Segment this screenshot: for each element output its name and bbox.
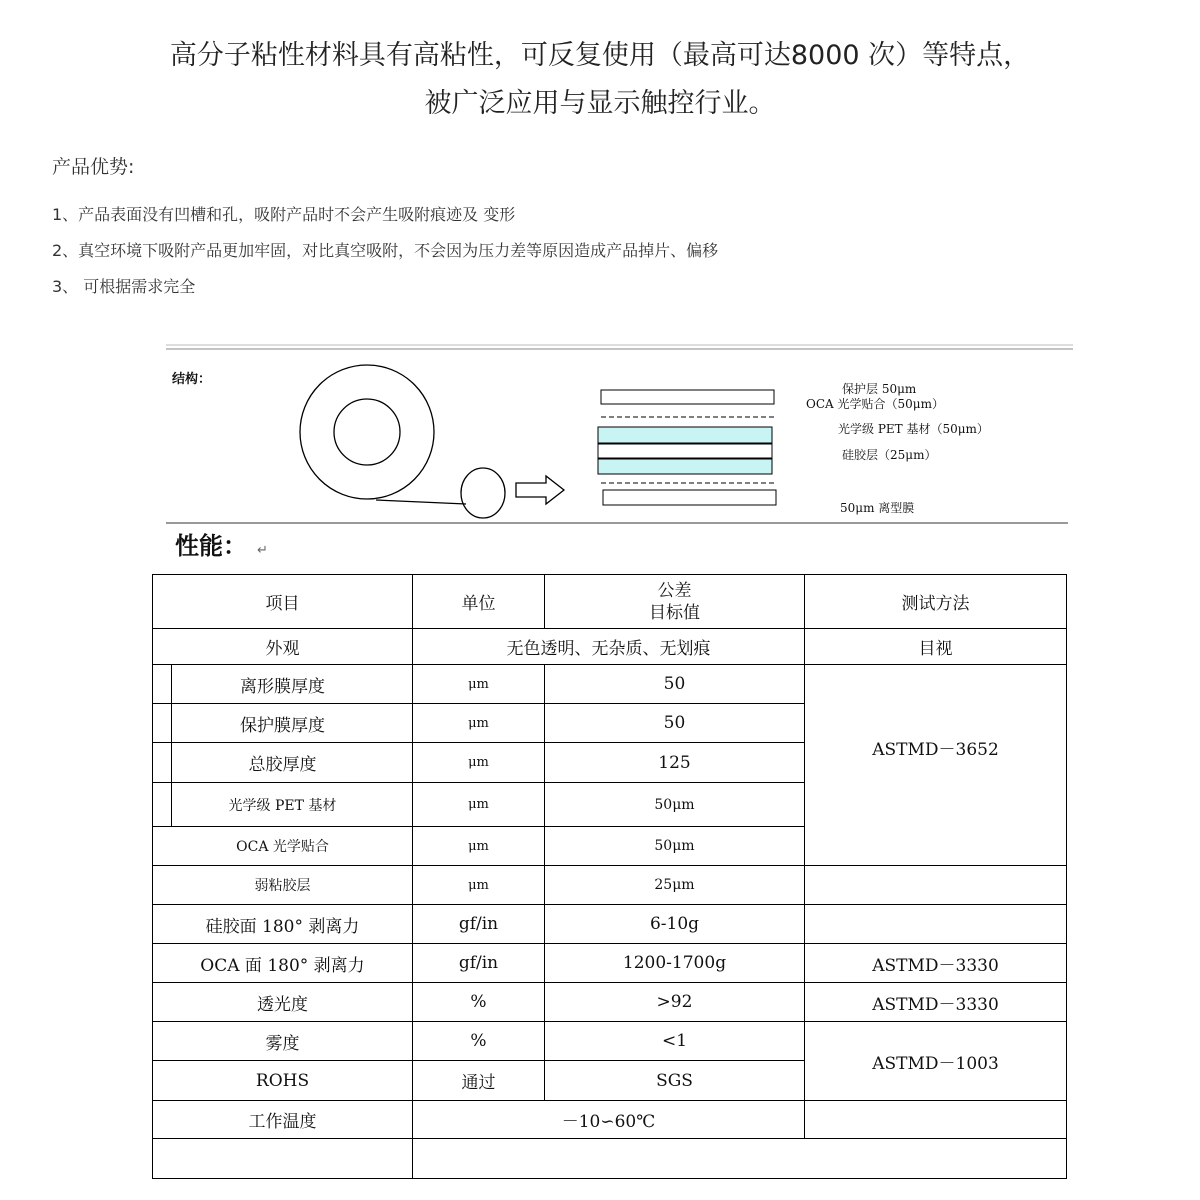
layer-label-release-film: 50μm 离型膜 — [840, 501, 915, 515]
cell-item: ROHS — [153, 1061, 413, 1101]
cell-item: 光学级 PET 基材 — [153, 783, 413, 827]
table-inner-rail — [152, 664, 172, 826]
film-roll-core-icon — [334, 399, 400, 465]
header-target — [545, 575, 805, 629]
roller-icon — [461, 468, 505, 518]
cell-unit: μm — [413, 743, 545, 783]
return-mark-icon: ↵ — [257, 543, 268, 558]
header-unit: 单位 — [413, 575, 545, 629]
cell-item: 弱粘胶层 — [153, 866, 413, 905]
table-row-temperature — [153, 1101, 1067, 1139]
advantages-title: 产品优势: — [52, 156, 135, 178]
header-target-line-2: 目标值 — [649, 602, 700, 623]
cell-unit: gf/in — [413, 905, 545, 944]
cell-unit: μm — [413, 866, 545, 905]
film-roll-outer-icon — [300, 365, 434, 499]
structure-diagram — [148, 340, 1073, 525]
cell-value: 6-10g — [545, 905, 805, 944]
layer-label-protective: 保护层 50μm — [842, 382, 917, 396]
cell-item: OCA 面 180° 剥离力 — [153, 944, 413, 983]
cell-unit: μm — [413, 827, 545, 866]
cell-unit: % — [413, 1022, 545, 1061]
cell-empty — [153, 1139, 413, 1179]
cell-empty — [413, 1139, 1067, 1179]
performance-title-text: 性能： — [175, 532, 247, 560]
cell-method-empty — [805, 1101, 1067, 1139]
cell-item: 工作温度 — [153, 1101, 413, 1139]
cell-value: 125 — [545, 743, 805, 783]
cell-item: 硅胶面 180° 剥离力 — [153, 905, 413, 944]
cell-value: 1200-1700g — [545, 944, 805, 983]
cell-value: －10∽60℃ — [413, 1101, 805, 1139]
cell-item: 总胶厚度 — [153, 743, 413, 783]
table-header-row — [153, 575, 1067, 629]
cell-value: >92 — [545, 983, 805, 1022]
headline-line-1: 高分子粘性材料具有高粘性，可反复使用（最高可达8000 次）等特点， — [169, 40, 1031, 71]
cell-unit: μm — [413, 665, 545, 704]
arrow-right-icon — [516, 476, 564, 504]
cell-unit: % — [413, 983, 545, 1022]
cell-value: 无色透明、无杂质、无划痕 — [413, 629, 805, 665]
cell-method-thickness: ASTMD－3652 — [805, 665, 1067, 866]
cell-value: 50 — [545, 704, 805, 743]
cell-item: 透光度 — [153, 983, 413, 1022]
cell-item: 离形膜厚度 — [153, 665, 413, 704]
cell-value: 25μm — [545, 866, 805, 905]
table-row — [153, 866, 1067, 905]
table-row-appearance — [153, 629, 1067, 665]
header-target-line-1: 公差 — [657, 580, 692, 601]
table-row — [153, 905, 1067, 944]
advantage-item-2: 2、真空环境下吸附产品更加牢固，对比真空吸附，不会因为压力差等原因造成产品掉片、偏移 — [52, 241, 719, 260]
layer-label-silicone: 硅胶层（25μm） — [842, 448, 937, 462]
cell-item: OCA 光学贴合 — [153, 827, 413, 866]
cell-unit: μm — [413, 704, 545, 743]
table-row-empty — [153, 1139, 1067, 1179]
advantage-item-3: 3、 可根据需求完全 — [52, 277, 196, 296]
table-row — [153, 983, 1067, 1022]
structure-label: 结构： — [172, 372, 212, 387]
cell-value: 50μm — [545, 783, 805, 827]
cell-value: 50μm — [545, 827, 805, 866]
cell-value: SGS — [545, 1061, 805, 1101]
header-item: 项目 — [153, 575, 413, 629]
cell-value: <1 — [545, 1022, 805, 1061]
cell-method: 目视 — [805, 629, 1067, 665]
cell-method-haze: ASTMD－1003 — [805, 1022, 1067, 1101]
cell-item: 外观 — [153, 629, 413, 665]
cell-unit: μm — [413, 783, 545, 827]
performance-title — [175, 526, 268, 561]
cell-method: ASTMD－3330 — [805, 944, 1067, 983]
cell-value: 50 — [545, 665, 805, 704]
advantage-item-1: 1、产品表面没有凹槽和孔，吸附产品时不会产生吸附痕迹及 变形 — [52, 205, 516, 224]
headline-line-2: 被广泛应用与显示触控行业。 — [424, 88, 776, 119]
cell-method-empty — [805, 866, 1067, 905]
table-row — [153, 665, 1067, 704]
cell-unit: 通过 — [413, 1061, 545, 1101]
cell-item: 雾度 — [153, 1022, 413, 1061]
cell-item: 保护膜厚度 — [153, 704, 413, 743]
cell-method: ASTMD－3330 — [805, 983, 1067, 1022]
table-row — [153, 1022, 1067, 1061]
cell-unit: gf/in — [413, 944, 545, 983]
layer-label-pet: 光学级 PET 基材（50μm） — [838, 422, 989, 436]
layer-label-oca: OCA 光学贴合（50μm） — [806, 397, 944, 411]
cell-method-empty — [805, 905, 1067, 944]
table-row — [153, 944, 1067, 983]
header-method: 测试方法 — [805, 575, 1067, 629]
performance-table — [152, 574, 1067, 1179]
